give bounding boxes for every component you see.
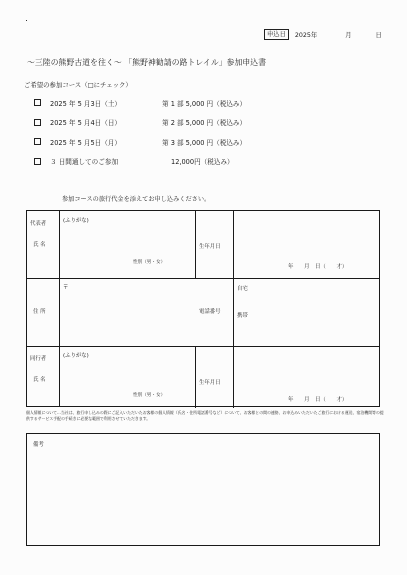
scan-dot <box>26 20 27 21</box>
checkbox[interactable] <box>34 138 41 145</box>
course-option-3[interactable] <box>34 137 246 146</box>
furigana-label: (ふりがな) <box>63 218 89 224</box>
application-form-table <box>26 210 380 407</box>
companion-name-label: 氏 名 <box>33 377 46 383</box>
page-title: 〜三陸の熊野古道を往く〜 「熊野神勧請の路トレイル」参加申込書 <box>27 58 267 67</box>
course-price: 5,000 円（税込み） <box>185 138 247 147</box>
application-date <box>264 29 382 40</box>
course-option-2[interactable] <box>34 118 246 127</box>
course-date: 2025 年 5 月5日（月） <box>50 138 122 147</box>
application-month: 月 <box>345 32 352 39</box>
course-prompt: ご希望の参加コース（□にチェック） <box>24 81 132 89</box>
postal-mark: 〒 <box>63 285 69 291</box>
phone-label: 電話番号 <box>199 309 221 315</box>
application-day: 日 <box>375 32 382 39</box>
payment-note: 参加コースの旅行代金を添えてお申し込みください。 <box>62 196 211 203</box>
birthdate-fields: 年 月 日（ 才） <box>288 264 348 270</box>
companion-gender-label: 性別（男・女） <box>133 393 166 398</box>
course-price: 5,000 円（税込み） <box>185 119 247 127</box>
remarks-label: 備考 <box>33 442 44 448</box>
home-phone-label: 自宅 <box>237 286 248 292</box>
birthdate-label: 生年月日 <box>199 244 221 250</box>
companion-birthdate-field[interactable] <box>234 348 379 406</box>
course-option-1[interactable] <box>34 98 246 107</box>
course-part: 第 3 部 <box>162 138 184 147</box>
representative-label: 代表者 <box>30 221 47 227</box>
companion-birthdate-fields: 年 月 日（ 才） <box>288 397 348 403</box>
course-price: 12,000円（税込み） <box>171 158 234 166</box>
checkbox[interactable] <box>34 99 41 106</box>
application-date-label: 申込日 <box>264 29 289 40</box>
companion-name-field[interactable] <box>60 357 195 405</box>
companion-furigana-label: (ふりがな) <box>63 353 89 359</box>
course-date: ３ 日間通してのご参加 <box>50 158 119 166</box>
course-list <box>34 98 246 176</box>
gender-label: 性別（男・女） <box>133 260 166 265</box>
remarks-box[interactable] <box>26 433 380 546</box>
name-label: 氏 名 <box>33 242 46 248</box>
representative-name-field[interactable] <box>60 220 195 270</box>
course-part: 第 2 部 <box>162 119 184 127</box>
companion-label: 同行者 <box>30 356 47 362</box>
course-price: 5,000 円（税込み） <box>185 99 247 108</box>
course-part: 第 1 部 <box>162 99 184 108</box>
checkbox[interactable] <box>34 119 41 126</box>
birthdate-field[interactable] <box>234 213 379 276</box>
privacy-notice: 個人情報について…当社は、旅行申し込みの際にご記入いただいたお客様の個人情報（氏名・住所電話番号など）について、お客様との間の連絡、お申込みいただいたご旅行における運送、宿泊機関等の提供するサービス手配の手続きに必要な範囲で利用させていただきます。 <box>26 410 384 421</box>
mobile-phone-label: 携帯 <box>237 313 248 319</box>
phone-field[interactable] <box>255 280 379 344</box>
application-year: 2025年 <box>294 32 318 39</box>
companion-birthdate-label: 生年月日 <box>199 380 221 386</box>
address-label: 住 所 <box>33 309 46 315</box>
course-date: 2025 年 5 月4日（日） <box>50 119 122 127</box>
course-option-4[interactable] <box>34 157 246 166</box>
address-field[interactable] <box>60 280 195 344</box>
checkbox[interactable] <box>34 158 41 165</box>
course-date: 2025 年 5 月3日（土） <box>50 99 122 108</box>
